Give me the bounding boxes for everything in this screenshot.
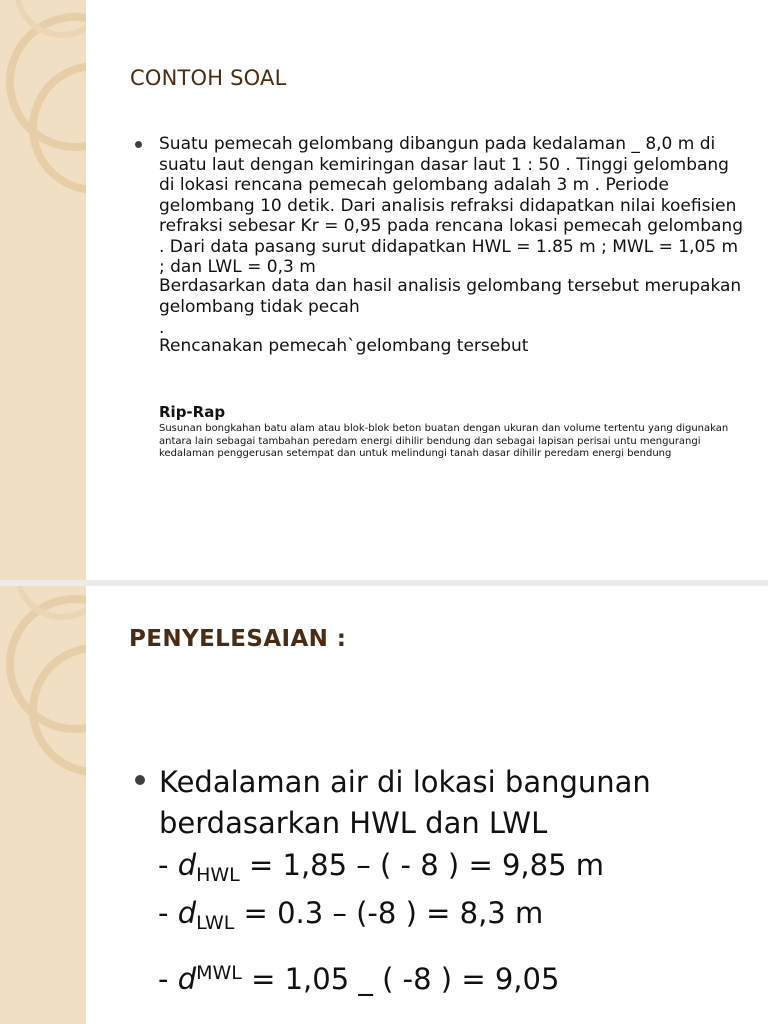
equation-d-lwl: - $d_{LWL} = 0.3 - (-8$ ) = 8,3 m bbox=[158, 896, 544, 934]
equation-d-mwl: - $d^{MWL} = 1,05$ _ ( -8 ) = 9,05 bbox=[158, 962, 560, 996]
bullet-icon bbox=[135, 141, 142, 148]
dot-line: . bbox=[159, 318, 165, 338]
riprap-definition: Susunan bongkahan batu alam atau blok-blok beton buatan dengan ukuran dan volume tertentu yang digunakan antara lain sebagai tambahan peredam energi dihilir bendung dan sebagai lapisan perisai untu mengurangi kedalaman penggerusan setempat dan untuk melindungi tanah dasar dihilir peredam energi bendung bbox=[159, 423, 729, 459]
riprap-heading: Rip-Rap bbox=[159, 403, 226, 421]
subscript-hwl: HWL bbox=[196, 864, 240, 886]
decorative-side-strip bbox=[0, 0, 86, 580]
bullet-icon bbox=[135, 775, 145, 785]
conclusion-paragraph: Berdasarkan data dan hasil analisis gelombang tersebut merupakan gelombang tidak pecah bbox=[159, 276, 742, 317]
problem-paragraph: Suatu pemecah gelombang dibangun pada kedalaman _ 8,0 m di suatu laut dengan kemiringan dasar laut 1 : 50 . Tinggi gelombang di lokasi rencana pemecah gelombang adalah 3 m . Periode gelombang 10 detik. Dari analisis refraksi didapatkan nilai koefisien refraksi sebesar Kr = 0,95 pada rencana lokasi pemecah gelombang . Dari data pasang surut didapatkan HWL = 1.85 m ; MWL = 1,05 m ; dan LWL = 0,3 m bbox=[159, 134, 743, 277]
decorative-rings-icon bbox=[0, 586, 86, 1024]
variable-d: d bbox=[177, 848, 197, 882]
slide-title: CONTOH SOAL bbox=[130, 66, 287, 90]
superscript-mwl: MWL bbox=[196, 962, 242, 984]
bullet-line-1: Kedalaman air di lokasi bangunan bbox=[159, 765, 651, 799]
decorative-rings-icon bbox=[0, 0, 86, 580]
equation-d-hwl: - $d_{HWL} = 1,85$ – ( - 8 ) = 9,85 m bbox=[158, 848, 604, 886]
variable-d: d bbox=[177, 962, 197, 996]
solution-title: PENYELESAIAN : bbox=[129, 626, 347, 652]
task-paragraph: Rencanakan pemecah`gelombang tersebut bbox=[159, 336, 529, 356]
bullet-line-2: berdasarkan HWL dan LWL bbox=[159, 806, 548, 840]
variable-d: d bbox=[177, 896, 197, 930]
decorative-side-strip bbox=[0, 586, 86, 1024]
subscript-lwl: LWL bbox=[196, 912, 235, 934]
